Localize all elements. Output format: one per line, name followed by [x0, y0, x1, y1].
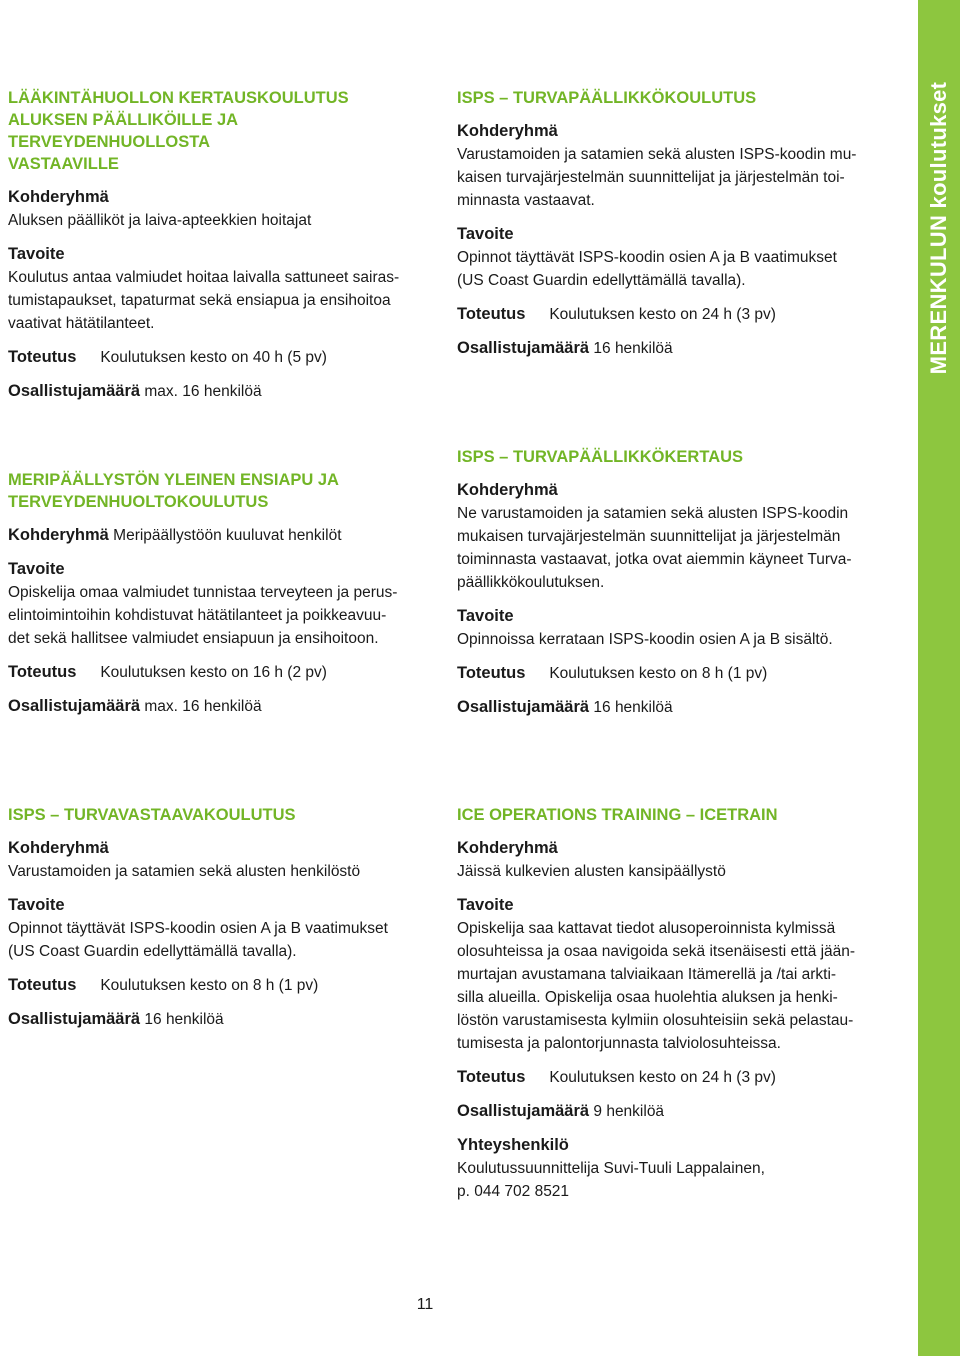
course-title: [8, 87, 433, 175]
tavoite-line: löstön varustamisesta kylmiin olosuhteisiin sekä pelastau-: [457, 1012, 854, 1029]
toteutus-row: [457, 662, 882, 685]
osallistujamaara-text: 16 henkilöä: [144, 1011, 224, 1028]
course-section-icetrain: [457, 804, 882, 1203]
toteutus-row: [457, 1066, 882, 1089]
yhteyshenkilo-label: Yhteyshenkilö: [457, 1136, 569, 1154]
toteutus-text: Koulutuksen kesto on 8 h (1 pv): [100, 977, 319, 994]
kohderyhma-line: Jäissä kulkevien alusten kansipäällystö: [457, 863, 726, 880]
kohderyhma-label: Kohderyhmä: [457, 481, 558, 499]
kohderyhma-label: Kohderyhmä: [457, 839, 558, 857]
tavoite-line: Opinnot täyttävät ISPS-koodin osien A ja B vaatimukset: [457, 249, 837, 266]
toteutus-row: [8, 346, 433, 369]
kohderyhma-label: Kohderyhmä: [8, 526, 109, 544]
osallistujamaara-text: max. 16 henkilöä: [144, 698, 262, 715]
kohderyhma-label: Kohderyhmä: [8, 188, 109, 206]
toteutus-label: Toteutus: [457, 1068, 526, 1086]
course-section-laakintahuolto: [8, 87, 433, 403]
tavoite-label: Tavoite: [8, 560, 65, 578]
tavoite-block: [8, 894, 433, 963]
tavoite-label: Tavoite: [8, 896, 65, 914]
tavoite-line: silla alueilla. Opiskelija osaa huolehtia aluksen ja henki-: [457, 989, 838, 1006]
osallistujamaara-label: Osallistujamäärä: [8, 1010, 141, 1028]
tavoite-label: Tavoite: [8, 245, 65, 263]
title-line: ISPS – TURVAVASTAAVAKOULUTUS: [8, 806, 296, 824]
title-line: ICE OPERATIONS TRAINING – ICETRAIN: [457, 806, 778, 824]
tavoite-line: vaativat hätätilanteet.: [8, 315, 155, 332]
tavoite-line: olosuhteissa ja osaa navigoida sekä itsenäisesti että jään-: [457, 943, 856, 960]
sidebar-label: MERENKULUN koulutukset: [926, 81, 951, 375]
kohderyhma-block: [8, 837, 433, 883]
toteutus-text: Koulutuksen kesto on 16 h (2 pv): [100, 664, 327, 681]
tavoite-line: elintoimintoihin kohdistuvat hätätilanteet ja poikkeavuu-: [8, 607, 387, 624]
osallistujamaara-text: 16 henkilöä: [593, 340, 673, 357]
sidebar: [918, 0, 960, 1356]
kohderyhma-block: [457, 479, 882, 594]
course-section-turvapaallikko: [457, 87, 882, 360]
kohderyhma-block: [457, 120, 882, 212]
yhteyshenkilo-line: Koulutussuunnittelija Suvi-Tuuli Lappalainen,: [457, 1160, 765, 1177]
tavoite-line: Opiskelija saa kattavat tiedot alusoperoinnista kylmissä: [457, 920, 836, 937]
course-section-turvavastaava: [8, 804, 433, 1031]
osallistujamaara-label: Osallistujamäärä: [8, 382, 141, 400]
toteutus-label: Toteutus: [8, 663, 77, 681]
tavoite-block: [8, 243, 433, 335]
osallistujamaara-row: [457, 696, 882, 719]
page-number: 11: [416, 1296, 434, 1313]
tavoite-line: Opinnoissa kerrataan ISPS-koodin osien A ja B sisältö.: [457, 631, 833, 648]
toteutus-text: Koulutuksen kesto on 8 h (1 pv): [549, 665, 768, 682]
toteutus-label: Toteutus: [8, 348, 77, 366]
toteutus-label: Toteutus: [457, 664, 526, 682]
kohderyhma-row: [8, 524, 433, 547]
title-line: LÄÄKINTÄHUOLLON KERTAUSKOULUTUS: [8, 89, 349, 107]
toteutus-label: Toteutus: [8, 976, 77, 994]
kohderyhma-text: Meripäällystöön kuuluvat henkilöt: [113, 527, 342, 544]
course-title: [8, 804, 433, 826]
toteutus-row: [457, 303, 882, 326]
yhteyshenkilo-block: [457, 1134, 882, 1203]
osallistujamaara-row: [8, 1008, 433, 1031]
toteutus-row: [8, 661, 433, 684]
tavoite-line: Koulutus antaa valmiudet hoitaa laivalla sattuneet sairas-: [8, 269, 400, 286]
osallistujamaara-text: max. 16 henkilöä: [144, 383, 262, 400]
osallistujamaara-row: [8, 695, 433, 718]
kohderyhma-block: [8, 186, 433, 232]
tavoite-line: murtajan avustamana talviaikaan Itämerellä ja /tai arkti-: [457, 966, 837, 983]
tavoite-block: [457, 223, 882, 292]
toteutus-row: [8, 974, 433, 997]
kohderyhma-line: Ne varustamoiden ja satamien sekä alusten ISPS-koodin: [457, 505, 849, 522]
kohderyhma-line: mukaisen turvajärjestelmän suunnittelijat ja järjestelmän: [457, 528, 841, 545]
tavoite-line: (US Coast Guardin edellyttämällä tavalla).: [457, 272, 746, 289]
toteutus-label: Toteutus: [457, 305, 526, 323]
tavoite-block: [457, 605, 882, 651]
yhteyshenkilo-line: p. 044 702 8521: [457, 1183, 570, 1200]
toteutus-text: Koulutuksen kesto on 40 h (5 pv): [100, 349, 327, 366]
osallistujamaara-label: Osallistujamäärä: [457, 339, 590, 357]
osallistujamaara-row: [457, 1100, 882, 1123]
course-title: [457, 446, 882, 468]
title-line: ISPS – TURVAPÄÄLLIKKÖKOULUTUS: [457, 89, 757, 107]
course-section-ensiapu: [8, 469, 433, 718]
kohderyhma-line: Varustamoiden ja satamien sekä alusten henkilöstö: [8, 863, 361, 880]
tavoite-line: tumisesta ja palontorjunnasta talviolosuhteissa.: [457, 1035, 781, 1052]
kohderyhma-block: [457, 837, 882, 883]
title-line: TERVEYDENHUOLTOKOULUTUS: [8, 493, 269, 511]
tavoite-label: Tavoite: [457, 896, 514, 914]
tavoite-block: [457, 894, 882, 1055]
toteutus-text: Koulutuksen kesto on 24 h (3 pv): [549, 1069, 776, 1086]
kohderyhma-line: minnasta vastaavat.: [457, 192, 595, 209]
osallistujamaara-text: 16 henkilöä: [593, 699, 673, 716]
kohderyhma-line: toiminnasta vastaavat, jotka ovat aiemmin käyneet Turva-: [457, 551, 852, 568]
course-title: [457, 804, 882, 826]
osallistujamaara-text: 9 henkilöä: [593, 1103, 665, 1120]
tavoite-line: Opiskelija omaa valmiudet tunnistaa terveyteen ja perus-: [8, 584, 398, 601]
tavoite-label: Tavoite: [457, 607, 514, 625]
title-line: VASTAAVILLE: [8, 155, 119, 173]
course-title: [457, 87, 882, 109]
title-line: ALUKSEN PÄÄLLIKÖILLE JA TERVEYDENHUOLLOSTA: [8, 111, 238, 151]
osallistujamaara-label: Osallistujamäärä: [457, 1102, 590, 1120]
tavoite-line: (US Coast Guardin edellyttämällä tavalla).: [8, 943, 297, 960]
osallistujamaara-label: Osallistujamäärä: [8, 697, 141, 715]
course-section-turvapaallikkokertaus: [457, 446, 882, 719]
tavoite-line: Opinnot täyttävät ISPS-koodin osien A ja B vaatimukset: [8, 920, 388, 937]
osallistujamaara-row: [8, 380, 433, 403]
kohderyhma-label: Kohderyhmä: [457, 122, 558, 140]
tavoite-block: [8, 558, 433, 650]
kohderyhma-line: päällikkökoulutuksen.: [457, 574, 605, 591]
kohderyhma-line: kaisen turvajärjestelmän suunnittelijat ja järjestelmän toi-: [457, 169, 845, 186]
title-line: ISPS – TURVAPÄÄLLIKKÖKERTAUS: [457, 448, 744, 466]
kohderyhma-line: Varustamoiden ja satamien sekä alusten ISPS-koodin mu-: [457, 146, 857, 163]
tavoite-line: det sekä hallitsee valmiudet ensiapuun ja ensihoitoon.: [8, 630, 379, 647]
toteutus-text: Koulutuksen kesto on 24 h (3 pv): [549, 306, 776, 323]
tavoite-label: Tavoite: [457, 225, 514, 243]
osallistujamaara-row: [457, 337, 882, 360]
kohderyhma-text: Aluksen päälliköt ja laiva-apteekkien hoitajat: [8, 212, 312, 229]
course-title: [8, 469, 433, 513]
title-line: MERIPÄÄLLYSTÖN YLEINEN ENSIAPU JA: [8, 471, 339, 489]
osallistujamaara-label: Osallistujamäärä: [457, 698, 590, 716]
kohderyhma-label: Kohderyhmä: [8, 839, 109, 857]
tavoite-line: tumistapaukset, tapaturmat sekä ensiapua ja ensihoitoa: [8, 292, 391, 309]
